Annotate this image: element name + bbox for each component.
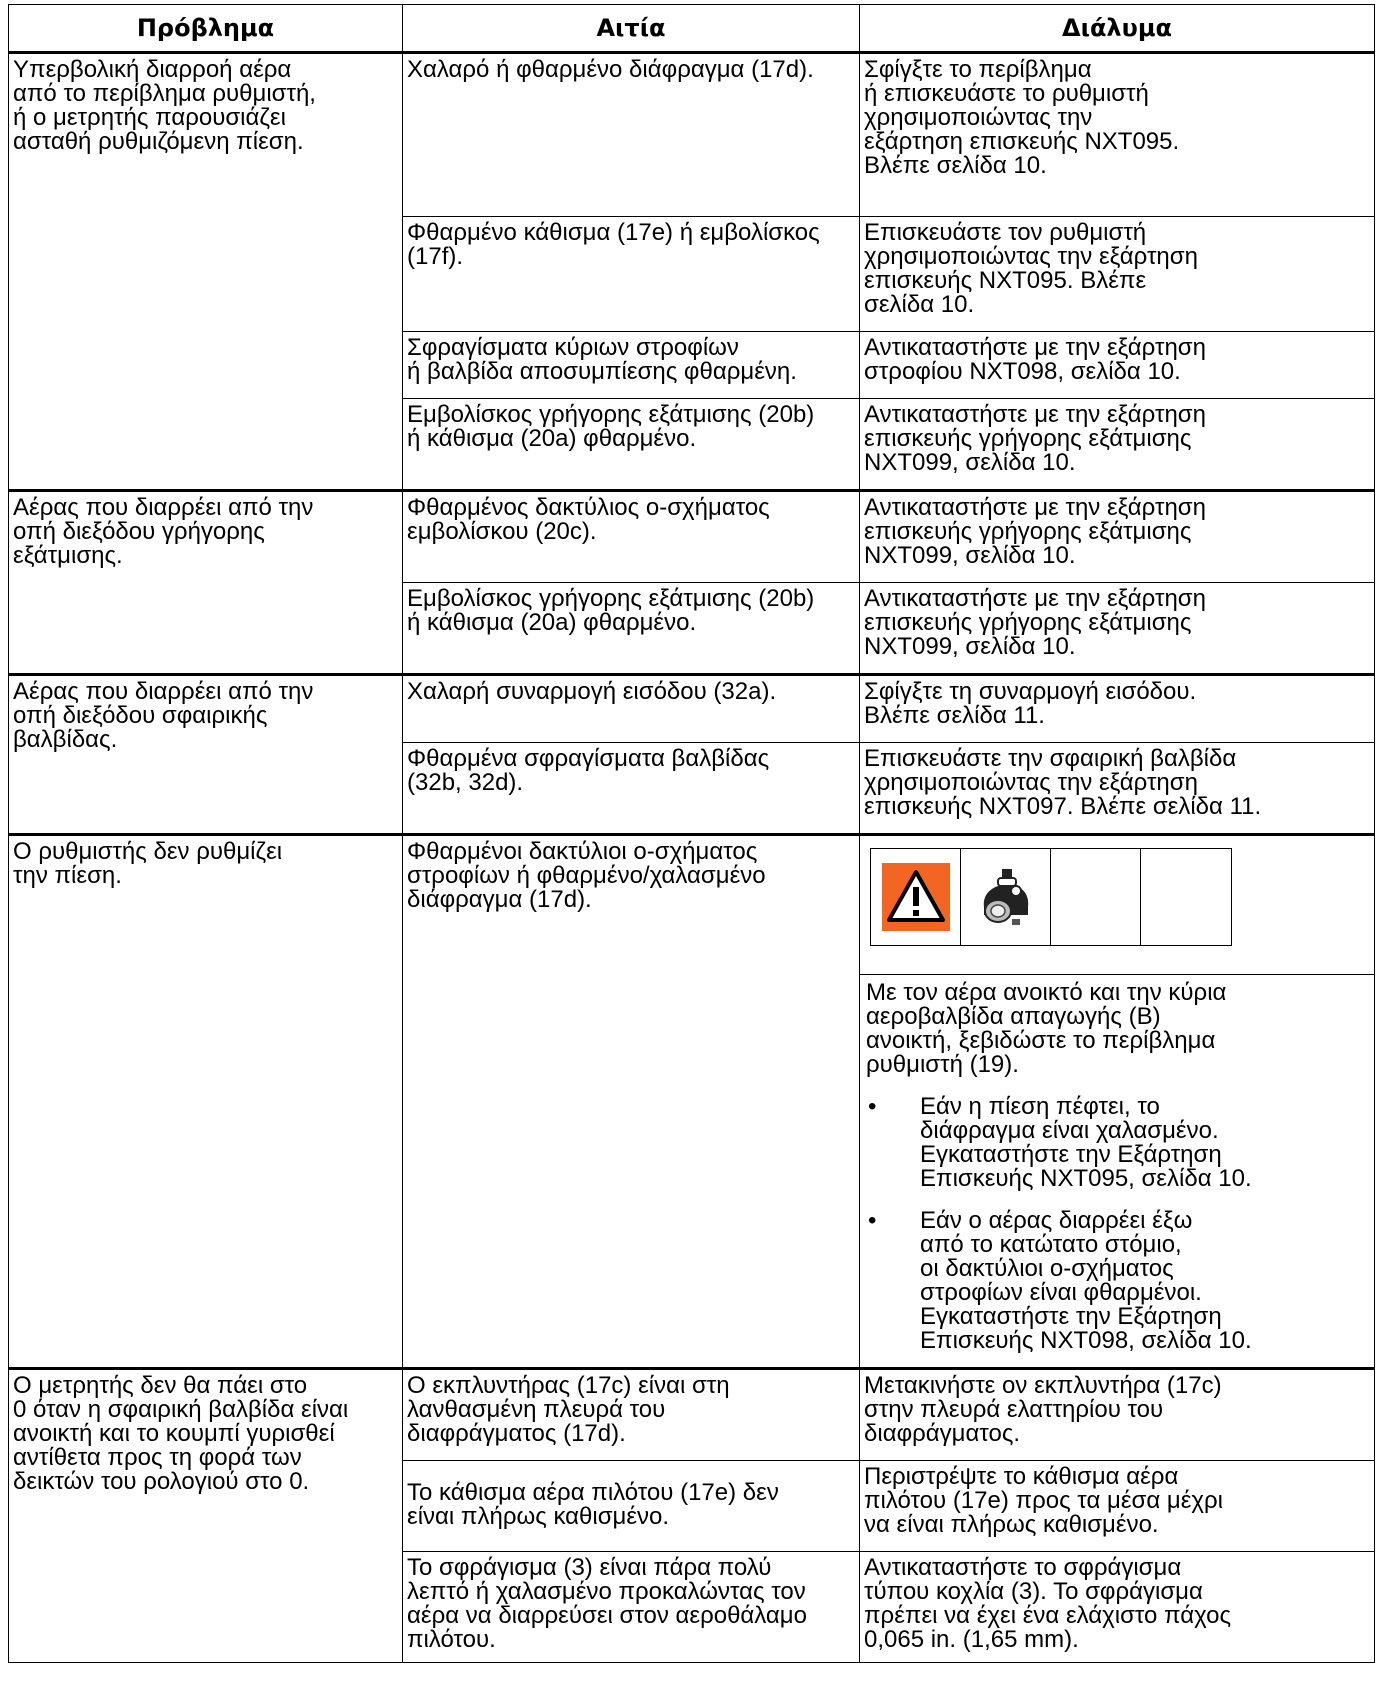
problem-cell: Αέρας που διαρρέει από την οπή διεξόδου σφαιρικής βαλβίδας. (9, 675, 403, 835)
cause-cell: Φθαρμένο κάθισμα (17e) ή εμβολίσκος (17f). (403, 217, 860, 332)
cause-cell: Εμβολίσκος γρήγορης εξάτμισης (20b) ή κάθισμα (20a) φθαρμένο. (403, 399, 860, 491)
solution-cell: Αντικαταστήστε με την εξάρτηση επισκευής γρήγορης εξάτμισης NXT099, σελίδα 10. (860, 399, 1375, 491)
solution-cell: Αντικαταστήστε με την εξάρτηση επισκευής γρήγορης εξάτμισης NXT099, σελίδα 10. (860, 491, 1375, 583)
solution-cell: Μετακινήστε ον εκπλυντήρα (17c) στην πλευρά ελαττηρίου του διαφράγματος. (860, 1369, 1375, 1461)
warning-symbol-strip (870, 848, 1232, 946)
cause-cell: Χαλαρή συναρμογή εισόδου (32a). (403, 675, 860, 743)
symbol-slot-empty (1141, 849, 1231, 945)
solution-cell: Αντικαταστήστε με την εξάρτηση επισκευής γρήγορης εξάτμισης NXT099, σελίδα 10. (860, 583, 1375, 675)
table-row (9, 1369, 1375, 1461)
cause-cell: Φθαρμένος δακτύλιος ο-σχήματος εμβολίσκου (20c). (403, 491, 860, 583)
cause-cell: Φθαρμένα σφραγίσματα βαλβίδας (32b, 32d). (403, 743, 860, 835)
cause-cell: Ο εκπλυντήρας (17c) είναι στη λανθασμένη πλευρά του διαφράγματος (17d). (403, 1369, 860, 1461)
troubleshooting-table (8, 4, 1375, 1663)
problem-cell: Ο μετρητής δεν θα πάει στο 0 όταν η σφαιρική βαλβίδα είναι ανοικτή και το κουμπί γυρισθεί αντίθετα προς τη φορά των δεικτών του ρολογιού στο 0. (9, 1369, 403, 1663)
bullet-item (866, 1095, 1370, 1191)
cause-cell: Φθαρμένοι δακτύλιοι ο-σχήματος στροφίων ή φθαρμένο/χαλασμένο διάφραγμα (17d). (403, 835, 860, 1369)
problem-cell: Υπερβολική διαρροή αέρα από το περίβλημα ρυθμιστή, ή ο μετρητής παρουσιάζει ασταθή ρυθμιζόμενη πίεση. (9, 53, 403, 491)
solution-cell: Επισκευάστε τον ρυθμιστή χρησιμοποιώντας την εξάρτηση επισκευής NXT095. Βλέπε σελίδα 10. (860, 217, 1375, 332)
solution-cell: Σφίγξτε τη συναρμογή εισόδου. Βλέπε σελίδα 11. (860, 675, 1375, 743)
problem-cell: Αέρας που διαρρέει από την οπή διεξόδου γρήγορης εξάτμισης. (9, 491, 403, 675)
header-solution: Διάλυμα (860, 5, 1375, 53)
warning-symbols-cell (860, 835, 1375, 975)
solution-cell: Αντικαταστήστε το σφράγισμα τύπου κοχλία (3). Το σφράγισμα πρέπει να έχει ένα ελάχιστο πάχος 0,065 in. (1,65 mm). (860, 1552, 1375, 1663)
table-row (9, 53, 1375, 217)
ppe-symbol-slot (961, 849, 1051, 945)
solution-cell (860, 975, 1375, 1369)
table-row (9, 675, 1375, 743)
cause-cell: Το σφράγισμα (3) είναι πάρα πολύ λεπτό ή χαλασμένο προκαλώντας τον αέρα να διαρρεύσει στον αεροθάλαμο πιλότου. (403, 1552, 860, 1663)
bullet-item (866, 1209, 1370, 1353)
header-problem: Πρόβλημα (9, 5, 403, 53)
bullet-dot: • (868, 1207, 877, 1234)
solution-cell: Επισκευάστε την σφαιρική βαλβίδα χρησιμοποιώντας την εξάρτηση επισκευής NXT097. Βλέπε σελίδα 11. (860, 743, 1375, 835)
solution-cell: Περιστρέψτε το κάθισμα αέρα πιλότου (17e) προς τα μέσα μέχρι να είναι πλήρως καθισμένο. (860, 1461, 1375, 1552)
table-row (9, 835, 1375, 975)
bullet-text: Εάν η πίεση πέφτει, το διάφραγμα είναι χαλασμένο. Εγκαταστήστε την Εξάρτηση Επισκευής NXT095, σελίδα 10. (920, 1093, 1252, 1192)
bullet-text: Εάν ο αέρας διαρρέει έξω από το κατώτατο στόμιο, οι δακτύλιοι ο-σχήματος στροφίων είναι φθαρμένοι. Εγκαταστήστε την Εξάρτηση Επισκευής NXT098, σελίδα 10. (920, 1207, 1252, 1354)
warning-symbol-slot (871, 849, 961, 945)
respirator-icon (972, 863, 1040, 931)
cause-cell: Εμβολίσκος γρήγορης εξάτμισης (20b) ή κάθισμα (20a) φθαρμένο. (403, 583, 860, 675)
cause-cell: Σφραγίσματα κύριων στροφίων ή βαλβίδα αποσυμπίεσης φθαρμένη. (403, 332, 860, 399)
cause-cell: Χαλαρό ή φθαρμένο διάφραγμα (17d). (403, 53, 860, 217)
solution-cell: Αντικαταστήστε με την εξάρτηση στροφίου NXT098, σελίδα 10. (860, 332, 1375, 399)
header-row (9, 5, 1375, 53)
symbol-slot-empty (1051, 849, 1141, 945)
table-row (9, 491, 1375, 583)
bullet-dot: • (868, 1093, 877, 1120)
header-cause: Αιτία (403, 5, 860, 53)
solution-intro: Με τον αέρα ανοικτό και την κύρια αεροβαλβίδα απαγωγής (B) ανοικτή, ξεβιδώστε το περίβλημα ρυθμιστή (19). (866, 979, 1227, 1078)
warning-icon (882, 863, 950, 931)
cause-cell: Το κάθισμα αέρα πιλότου (17e) δεν είναι πλήρως καθισμένο. (403, 1461, 860, 1552)
solution-cell: Σφίγξτε το περίβλημα ή επισκευάστε το ρυθμιστή χρησιμοποιώντας την εξάρτηση επισκευής NXT095. Βλέπε σελίδα 10. (860, 53, 1375, 217)
problem-cell: Ο ρυθμιστής δεν ρυθμίζει την πίεση. (9, 835, 403, 1369)
